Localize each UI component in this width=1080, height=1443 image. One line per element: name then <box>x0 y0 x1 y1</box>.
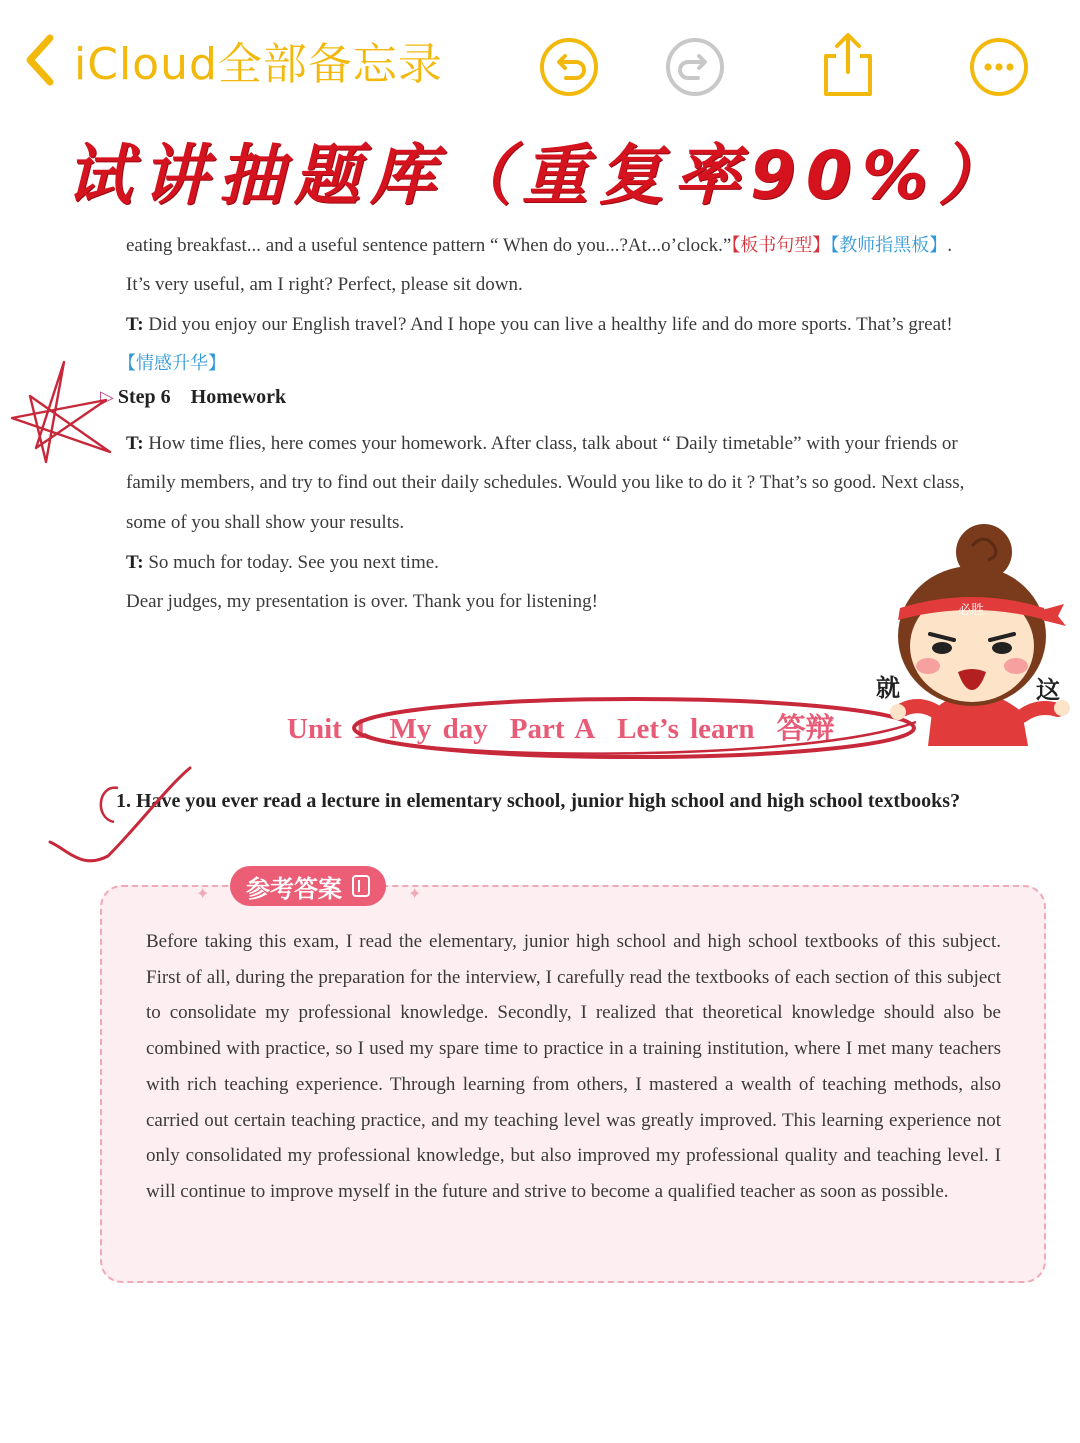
doc-line-1 <box>126 226 1056 266</box>
speaker-label: T: <box>126 314 144 335</box>
page-title: 试讲抽题库（重复率90%） <box>66 137 1014 214</box>
doc-line-7: family members, and try to find out their daily schedules. Would you like to do it ? That’s so good. Next class, <box>126 472 965 493</box>
sticker-right-word: 这 <box>1036 676 1060 704</box>
undo-icon[interactable] <box>538 36 600 98</box>
headband-text: 必胜 <box>958 603 985 618</box>
redo-icon[interactable] <box>664 36 726 98</box>
step-title: Homework <box>190 386 287 408</box>
red-oval-doodle-icon <box>346 694 926 764</box>
diamond-deco-icon: ✦ <box>196 886 210 903</box>
back-label: iCloud全部备忘录 <box>74 39 443 90</box>
navigation-bar <box>0 0 1080 120</box>
doc-line-6-text: How time flies, here comes your homework. After class, talk about “ Daily timetable” with your friends or <box>143 433 958 454</box>
more-icon[interactable] <box>968 36 1030 98</box>
question-text: Have you ever read a lecture in elementary school, junior high school and high school textbooks? <box>136 790 961 812</box>
kind-label: 答辩 <box>776 713 835 745</box>
speaker-label: T: <box>126 433 144 454</box>
lesson-label: My day <box>389 713 488 745</box>
blackboard-tag: 【板书句型】 <box>731 235 831 256</box>
doc-line-2: It’s very useful, am I right? Perfect, please sit down. <box>126 274 523 295</box>
section-label: Let’s learn <box>617 713 755 745</box>
doc-line-8: some of you shall show your results. <box>126 512 405 533</box>
sticker-left-word: 就 <box>876 674 900 702</box>
diamond-deco-icon: ✦ <box>408 886 422 903</box>
doc-line-1-text: eating breakfast... and a useful sentence pattern “ When do you...?At...o’clock.” <box>126 235 732 256</box>
part-label: Part A <box>509 713 596 745</box>
doc-line-6 <box>126 424 1056 464</box>
book-icon <box>352 875 370 897</box>
teacher-points-tag: 【教师指黑板】 <box>830 235 948 256</box>
star-doodle-icon <box>6 356 116 468</box>
doc-line-9-text: So much for today. See you next time. <box>143 552 439 573</box>
doc-line-10: Dear judges, my presentation is over. Thank you for listening! <box>126 591 598 612</box>
play-outline-icon: ▷ <box>100 387 114 407</box>
emotion-tag: 【情感升华】 <box>118 353 226 374</box>
answer-text: Before taking this exam, I read the elementary, junior high school and high school textbooks of this subject. First of all, during the preparation for the interview, I carefully read the textbooks of each section of this subject to consolidate my professional knowledge. Secondly, I realized that theoretical knowledge should also be combined with practice, so I used my spare time to practice in a training institution, where I met many teachers with rich teaching experience. Through learning from others, I mastered a wealth of teaching methods, also carried out certain teaching practice, and my teaching level was greatly improved. This learning experience not only consolidated my professional knowledge, but also improved my professional quality and teaching level. I will continue to improve myself in the future and strive to become a qualified teacher as soon as possible. <box>146 931 1001 1202</box>
checkmark-doodle-icon <box>48 766 198 866</box>
share-icon[interactable] <box>818 30 878 98</box>
step-heading <box>100 386 286 409</box>
answer-tab-label: 参考答案 <box>246 874 342 903</box>
unit-label: Unit 1 <box>287 713 368 745</box>
question-1 <box>116 790 960 813</box>
doc-line-1-end: . <box>947 235 953 256</box>
step-label: Step 6 <box>117 386 171 408</box>
speaker-label: T: <box>126 552 144 573</box>
question-number: 1. <box>116 790 131 812</box>
chevron-left-icon <box>22 32 56 88</box>
doc-line-3-text: Did you enjoy our English travel? And I hope you can live a healthy life and do more sports. That’s great! <box>143 314 953 335</box>
back-button[interactable] <box>22 28 443 92</box>
doc-line-3 <box>126 305 1056 345</box>
cartoon-girl-sticker <box>872 516 1072 746</box>
answer-tab <box>230 866 386 906</box>
doc-line-4 <box>118 344 1048 384</box>
